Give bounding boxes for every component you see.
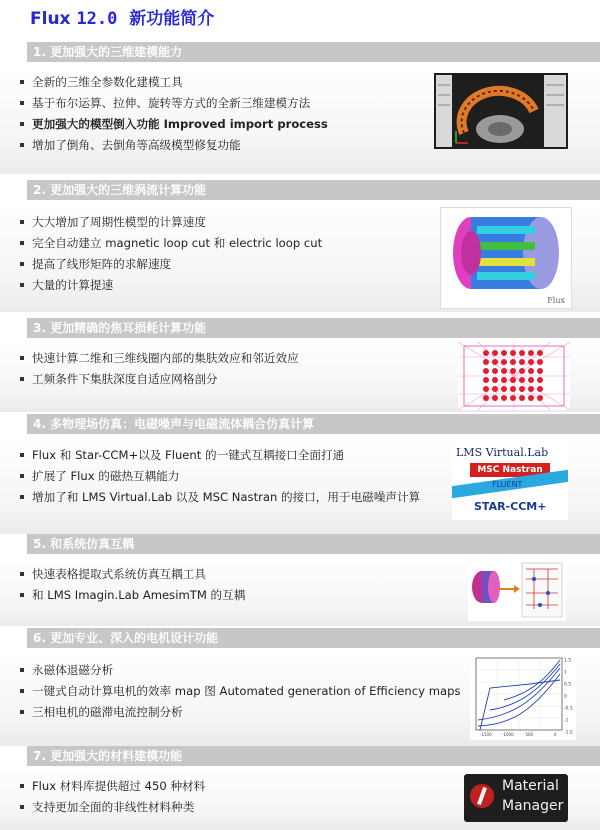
bullet-list [20,564,245,606]
x-tick-label: -1500 [480,732,492,737]
section-body [0,342,600,412]
list-item: 大大增加了周期性模型的计算速度 [20,212,322,233]
list-item: 提高了线形矩阵的求解速度 [20,254,322,275]
bullet-icon [20,668,24,672]
coil-conductor [492,350,498,356]
y-tick-label: 1 [564,670,567,676]
bullet-icon [20,101,24,105]
list-item: 增加了和 LMS Virtual.Lab 以及 MSC Nastran 的接口，用于电磁噪声计算 [20,487,420,508]
y-tick-label: 0.5 [564,682,572,688]
coil-conductor [510,350,516,356]
bullet-icon [20,220,24,224]
multiphysics-logos-image [452,444,568,520]
y-tick-label: -1 [564,718,569,724]
y-tick-label: 1.5 [564,658,572,664]
coil-conductor [510,368,516,374]
motor-model-image [434,73,568,149]
bullet-icon [20,80,24,84]
title-product: Flux [30,9,71,29]
y-tick-label: -1.5 [564,730,573,736]
list-item: 支持更加全面的非线性材料种类 [20,797,205,818]
bullet-icon [20,241,24,245]
y-tick-label: -0.5 [564,706,573,712]
coil-conductor [501,368,507,374]
list-item: 增加了倒角、去倒角等高级模型修复功能 [20,135,328,156]
coil-conductor [528,377,534,383]
star-ccm-logo: STAR-CCM+ [474,500,547,513]
section-body [0,204,600,312]
coil-conductor [510,395,516,401]
section-header: 6. 更加专业、深入的电机设计功能 [27,628,600,648]
coil-conductor [537,386,543,392]
section-body [0,558,600,626]
flux-logo-text: Flux [547,296,565,305]
coil-conductor [483,368,489,374]
coil-conductor [492,359,498,365]
section-header: 7. 更加强大的材料建模功能 [27,746,600,766]
coil-conductor [528,350,534,356]
coil-conductor [501,386,507,392]
bullet-icon [20,143,24,147]
title-suffix: 新功能简介 [129,9,215,29]
list-item: 和 LMS Imagin.Lab AmesimTM 的互耦 [20,585,245,606]
bullet-icon [20,572,24,576]
coil-conductor [510,386,516,392]
coil-conductor [501,395,507,401]
coil-conductor [483,359,489,365]
fluent-logo: FLUENT [492,480,523,489]
coil-conductor [483,377,489,383]
bullet-list [20,348,299,390]
bullet-icon [20,122,24,126]
list-item: 全新的三维全参数化建模工具 [20,72,328,93]
section-header: 3. 更加精确的焦耳损耗计算功能 [27,318,600,338]
coil-conductor [537,377,543,383]
x-tick-label: -1000 [502,732,514,737]
msc-logo: MSC Nastran [470,463,550,477]
bullet-icon [20,689,24,693]
coil-conductor [501,350,507,356]
section-header: 2. 更加强大的三维涡流计算功能 [27,180,600,200]
section-body [0,770,600,830]
list-item: Flux 和 Star-CCM+以及 Fluent 的一键式互耦接口全面打通 [20,445,420,466]
coil-conductor [510,359,516,365]
coil-conductor [537,359,543,365]
system-coupling-image [468,559,566,621]
coil-conductor [483,395,489,401]
coil-conductor [528,368,534,374]
coil-conductor [492,368,498,374]
list-item: 更加强大的模型倒入功能 Improved import process [20,114,328,135]
coil-conductor [528,395,534,401]
coil-conductor [501,359,507,365]
bullet-list [20,72,328,156]
bullet-icon [20,283,24,287]
coil-conductor [519,359,525,365]
section-body [0,66,600,174]
coil-conductor [519,377,525,383]
coil-conductor [528,386,534,392]
bullet-list [20,660,461,723]
bullet-icon [20,474,24,478]
list-item: Flux 材料库提供超过 450 种材料 [20,776,205,797]
list-item: 工频条件下集肤深度自适应网格剖分 [20,369,299,390]
bullet-list [20,445,420,508]
bullet-icon [20,495,24,499]
list-item: 一键式自动计算电机的效率 map 图 Automated generation of Efficiency maps [20,681,461,702]
section-header: 4. 多物理场仿真：电磁噪声与电磁流体耦合仿真计算 [27,414,600,434]
bullet-icon [20,377,24,381]
badge-line1: Material [502,778,559,794]
bullet-icon [20,262,24,266]
coil-conductor [537,350,543,356]
coil-conductor [519,395,525,401]
title-version: 12.0 [76,9,118,29]
list-item: 快速表格提取式系统仿真互耦工具 [20,564,245,585]
coil-conductor [492,377,498,383]
lms-logo: LMS Virtual.Lab [456,446,549,459]
coil-conductor [537,368,543,374]
bullet-icon [20,784,24,788]
coil-conductor [492,395,498,401]
coil-conductor [519,386,525,392]
list-item: 永磁体退磁分析 [20,660,461,681]
x-tick-label: 0 [554,732,557,737]
coil-conductor [537,395,543,401]
material-manager-badge [464,774,568,822]
coil-conductor [528,359,534,365]
coil-conductor [519,350,525,356]
coil-conductor [501,377,507,383]
bullet-icon [20,453,24,457]
bullet-list [20,212,322,296]
bullet-list [20,776,205,818]
y-tick-label: 0 [564,694,567,700]
badge-line2: Manager [502,798,564,814]
section-body [0,438,600,534]
section-header: 1. 更加强大的三维建模能力 [27,42,600,62]
bullet-icon [20,593,24,597]
section-body [0,652,600,746]
section-header: 5. 和系统仿真互耦 [27,534,600,554]
list-item: 大量的计算提速 [20,275,322,296]
eddy-current-model-image [440,207,572,309]
coil-conductor [492,386,498,392]
bullet-icon [20,356,24,360]
coil-conductor [519,368,525,374]
coil-conductor [483,386,489,392]
coil-mesh-image [458,342,570,410]
list-item: 快速计算二维和三维线圈内部的集肤效应和邻近效应 [20,348,299,369]
list-item: 完全自动建立 magnetic loop cut 和 electric loop cut [20,233,322,254]
list-item: 基于布尔运算、拉伸、旋转等方式的全新三维建模方法 [20,93,328,114]
material-manager-icon [470,784,494,808]
bullet-icon [20,710,24,714]
x-tick-label: -500 [524,732,534,737]
list-item: 扩展了 Flux 的磁热互耦能力 [20,466,420,487]
coil-conductor [483,350,489,356]
bullet-icon [20,805,24,809]
list-item: 三相电机的磁滞电流控制分析 [20,702,461,723]
coil-conductor [510,377,516,383]
demagnetization-plot-image [470,654,576,740]
page-title [30,4,214,34]
